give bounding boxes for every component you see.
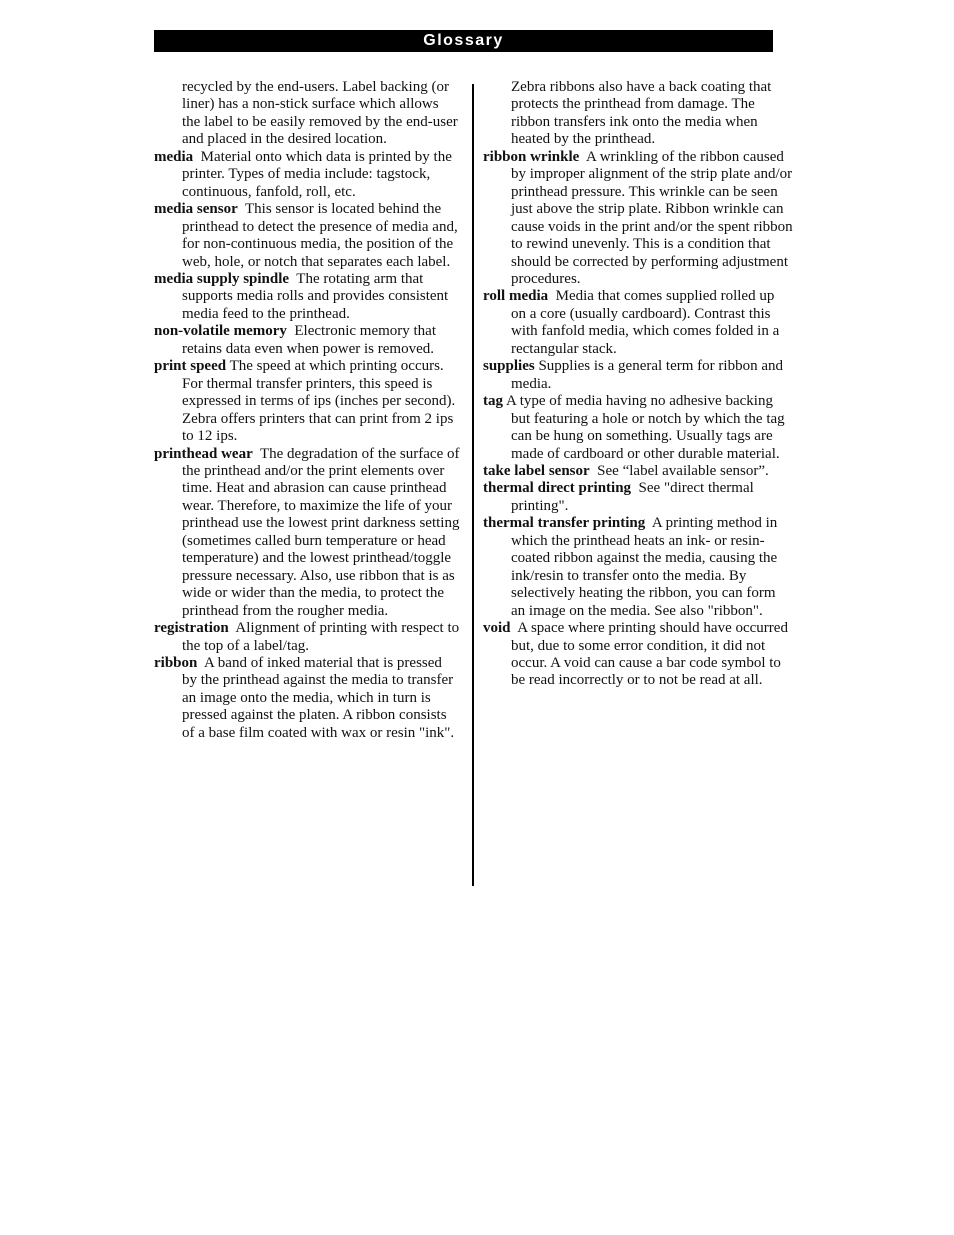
glossary-entry [483, 358, 793, 393]
glossary-definition: Media that comes supplied rolled up on a core (usually cardboard). Contrast this with fanfold media, which comes folded in a rectangular stack. [511, 288, 780, 357]
glossary-term: media [154, 148, 194, 165]
glossary-definition: Supplies is a general term for ribbon and media. [511, 358, 783, 392]
glossary-definition: A printing method in which the printhead heats an ink- or resin-coated ribbon against the media, causing the ink/resin to transfer onto the media. By selectively heating the ribbon, you can form an image on the media. See also "ribbon". [511, 515, 778, 619]
glossary-term: supplies [483, 358, 535, 375]
glossary-entry [483, 620, 793, 690]
glossary-definition: See “label available sensor”. [597, 462, 769, 479]
glossary-entry [483, 515, 793, 620]
glossary-entry [154, 79, 460, 149]
glossary-definition: A type of media having no adhesive backing but featuring a hole or notch by which the tag can be hung on something. Usually tags are made of cardboard or other durable material. [505, 393, 785, 462]
glossary-entry [154, 271, 460, 323]
glossary-entry [154, 358, 460, 445]
glossary-definition: The speed at which printing occurs. For thermal transfer printers, this speed is expressed in terms of ips (inches per second). Zebra offers printers that can print from 2 ips to 12 ips. [182, 358, 456, 445]
glossary-entry [483, 149, 793, 289]
glossary-entry [154, 620, 460, 655]
glossary-left-column [154, 79, 460, 742]
glossary-entry [154, 446, 460, 621]
glossary-term: registration [154, 620, 229, 637]
glossary-definition: The degradation of the surface of the printhead and/or the print elements over time. Heat and abrasion can cause printhead wear. Therefore, to maximize the life of your printhead use the lowest print darkness setting (sometimes called burn temperature or head temperature) and the lowest printhead/toggle pressure necessary. Also, use ribbon that is as wide or wider than the media, to protect the printhead from the rougher media. [182, 445, 460, 619]
column-divider [472, 84, 474, 886]
glossary-definition: Electronic memory that retains data even when power is removed. [182, 323, 437, 357]
glossary-definition: A space where printing should have occurred but, due to some error condition, it did not occur. A void can cause a bar code symbol to be read incorrectly or to not be read at all. [511, 620, 788, 689]
glossary-definition: A band of inked material that is pressed by the printhead against the media to transfer an image onto the media, which in turn is pressed against the platen. A ribbon consists of a base film coated with wax or resin "ink". [182, 654, 455, 741]
glossary-term: print speed [154, 358, 227, 375]
glossary-term: ribbon wrinkle [483, 148, 580, 165]
page-title: Glossary [423, 32, 504, 49]
glossary-entry [154, 149, 460, 201]
glossary-entry [483, 480, 793, 515]
glossary-term: roll media [483, 288, 549, 305]
glossary-definition: Material onto which data is printed by the printer. Types of media include: tagstock, continuous, fanfold, roll, etc. [182, 148, 452, 200]
glossary-term: take label sensor [483, 462, 590, 479]
glossary-term: thermal transfer printing [483, 515, 646, 532]
glossary-right-column [483, 79, 793, 690]
glossary-entry [483, 393, 793, 463]
glossary-definition: recycled by the end-users. Label backing (or liner) has a non-stick surface which allows the label to be easily removed by the end-user and placed in the desired location. [182, 79, 458, 148]
glossary-definition: A wrinkling of the ribbon caused by improper alignment of the strip plate and/or printhead pressure. This wrinkle can be seen just above the strip plate. Ribbon wrinkle can cause voids in the print and/or the spent ribbon to rewind unevenly. This is a condition that should be corrected by performing adjustment procedures. [511, 148, 793, 287]
glossary-entry [483, 463, 793, 480]
glossary-definition: Alignment of printing with respect to the top of a label/tag. [182, 620, 460, 654]
glossary-entry [154, 655, 460, 742]
glossary-term: printhead wear [154, 445, 253, 462]
glossary-term: tag [483, 393, 503, 410]
glossary-entry [154, 323, 460, 358]
page-header-bar [154, 30, 773, 52]
glossary-entry [483, 79, 793, 149]
glossary-term: thermal direct printing [483, 480, 632, 497]
glossary-definition: The rotating arm that supports media rolls and provides consistent media feed to the printhead. [182, 270, 449, 322]
glossary-term: non-volatile memory [154, 323, 287, 340]
glossary-term: media sensor [154, 201, 238, 218]
glossary-definition: Zebra ribbons also have a back coating that protects the printhead from damage. The ribbon transfers ink onto the media when heated by the printhead. [511, 79, 772, 148]
glossary-entry [483, 288, 793, 358]
glossary-term: void [483, 620, 511, 637]
glossary-definition: See "direct thermal printing". [511, 480, 754, 514]
glossary-entry [154, 201, 460, 271]
glossary-definition: This sensor is located behind the printhead to detect the presence of media and, for non-continuous media, the position of the web, hole, or notch that separates each label. [182, 201, 458, 270]
glossary-term: media supply spindle [154, 270, 290, 287]
glossary-term: ribbon [154, 654, 198, 671]
